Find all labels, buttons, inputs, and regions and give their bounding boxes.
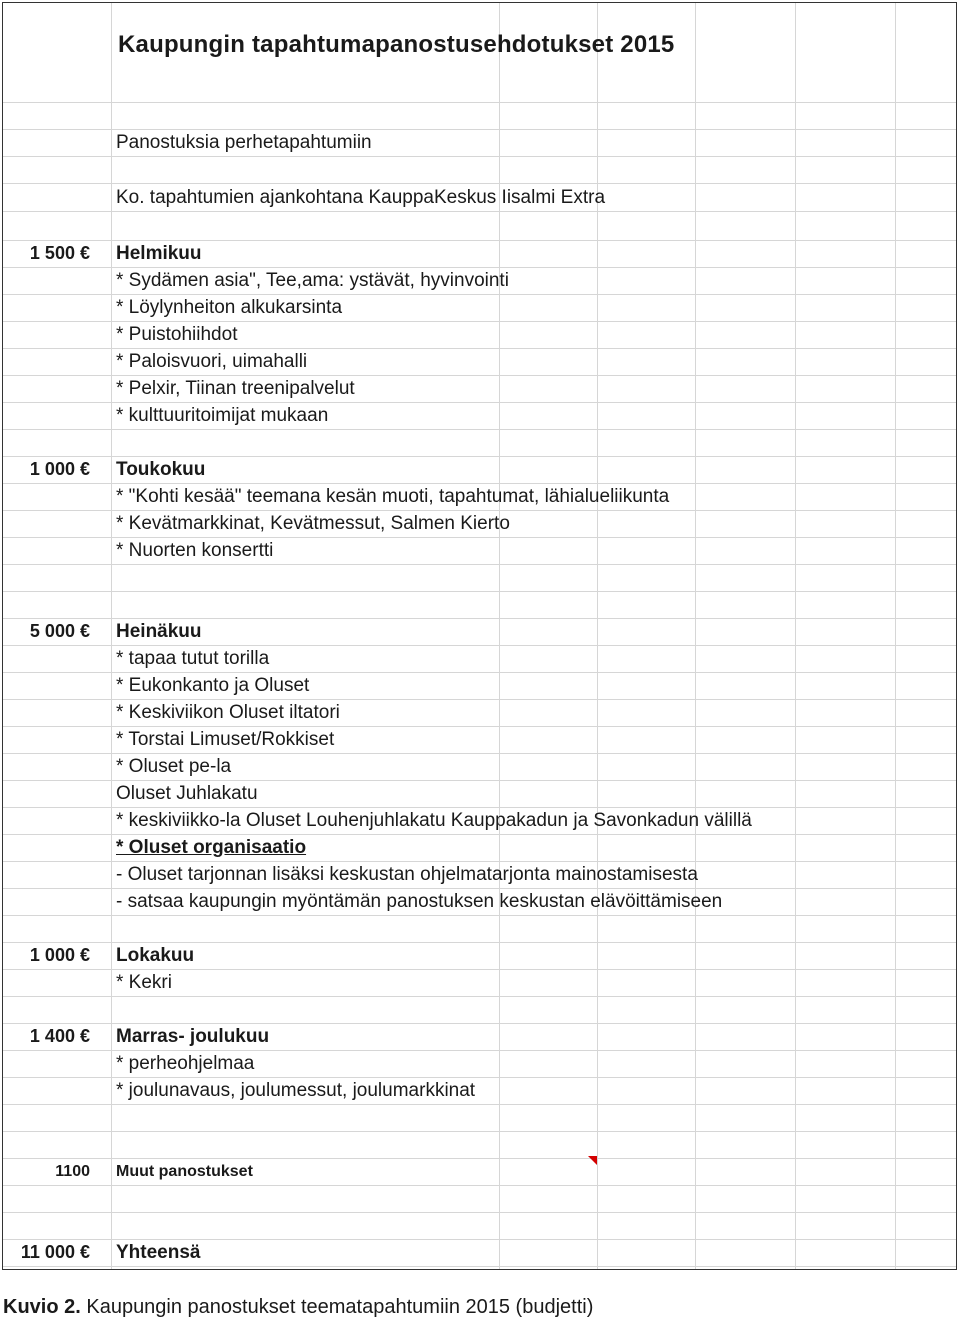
table-row[interactable]: [3, 537, 957, 564]
comment-indicator-icon[interactable]: [588, 1156, 597, 1165]
table-row[interactable]: [3, 1077, 957, 1104]
table-row[interactable]: [3, 807, 957, 834]
table-row[interactable]: [3, 510, 957, 537]
grid-row-line: [3, 1185, 956, 1186]
grid-row-line: [3, 1131, 956, 1132]
description-cell: * Kekri: [116, 972, 172, 993]
table-row[interactable]: [3, 942, 957, 969]
description-cell: * Keskiviikon Oluset iltatori: [116, 702, 340, 723]
description-cell: * Torstai Limuset/Rokkiset: [116, 729, 335, 750]
description-cell: Helmikuu: [116, 243, 202, 264]
table-row[interactable]: [3, 1050, 957, 1077]
amount-value: 1100: [55, 1163, 90, 1180]
figure-label: Kuvio 2.: [3, 1296, 81, 1318]
description-cell: Ko. tapahtumien ajankohtana KauppaKeskus Iisalmi Extra: [116, 187, 606, 208]
amount-value: 1 000: [29, 459, 75, 479]
grid-row-line: [3, 915, 956, 916]
grid-row-line: [3, 429, 956, 430]
amount-cell: [21, 1239, 90, 1266]
table-row[interactable]: [3, 969, 957, 996]
description-cell: * kulttuuritoimijat mukaan: [116, 405, 329, 426]
grid-row-line: [3, 211, 956, 212]
amount-cell: [30, 240, 90, 267]
table-row[interactable]: [3, 699, 957, 726]
description-cell: * tapaa tutut torilla: [116, 648, 270, 669]
amount-value: 11 000: [20, 1242, 75, 1262]
amount-cell: [30, 1023, 90, 1050]
table-row[interactable]: [3, 888, 957, 915]
table-row[interactable]: [3, 456, 957, 483]
table-row[interactable]: [3, 780, 957, 807]
table-row[interactable]: [3, 375, 957, 402]
euro-symbol: €: [79, 243, 90, 263]
grid-row-line: [3, 1266, 956, 1267]
grid-row-line: [3, 591, 956, 592]
euro-symbol: €: [79, 459, 90, 479]
description-cell: - satsaa kaupungin myöntämän panostuksen keskustan elävöittämiseen: [116, 891, 723, 912]
grid-row-line: [3, 1104, 956, 1105]
grid-row-line: [3, 156, 956, 157]
description-cell: Lokakuu: [116, 945, 195, 966]
description-cell: Panostuksia perhetapahtumiin: [116, 132, 372, 153]
table-row[interactable]: [3, 184, 957, 211]
figure-caption-text: Kaupungin panostukset teematapahtumiin 2015 (budjetti): [80, 1296, 594, 1318]
table-row[interactable]: [3, 129, 957, 156]
description-cell: * Oluset pe-la: [116, 756, 232, 777]
table-row[interactable]: [3, 645, 957, 672]
table-row[interactable]: [3, 1023, 957, 1050]
table-row[interactable]: [3, 672, 957, 699]
euro-symbol: €: [79, 945, 90, 965]
amount-cell: [30, 456, 90, 483]
description-cell: Muut panostukset: [116, 1163, 253, 1180]
description-cell: * Paloisvuori, uimahalli: [116, 351, 308, 372]
table-row[interactable]: [3, 267, 957, 294]
description-cell: * "Kohti kesää" teemana kesän muoti, tapahtumat, lähialueliikunta: [116, 486, 670, 507]
table-row[interactable]: [3, 240, 957, 267]
page-title: Kaupungin tapahtumapanostusehdotukset 2015: [118, 31, 675, 58]
euro-symbol: €: [79, 1242, 90, 1262]
description-cell: * keskiviikko-la Oluset Louhenjuhlakatu Kauppakadun ja Savonkadun välillä: [116, 810, 752, 831]
amount-value: 5 000: [29, 621, 75, 641]
amount-cell: [30, 618, 90, 645]
description-cell: Yhteensä: [116, 1242, 201, 1263]
description-cell: Toukokuu: [116, 459, 206, 480]
description-cell: * perheohjelmaa: [116, 1053, 255, 1074]
amount-value: 1 000: [29, 945, 75, 965]
table-row[interactable]: [3, 753, 957, 780]
table-row[interactable]: [3, 861, 957, 888]
euro-symbol: €: [79, 1026, 90, 1046]
description-cell: * Kevätmarkkinat, Kevätmessut, Salmen Kierto: [116, 513, 510, 534]
description-cell: * Pelxir, Tiinan treenipalvelut: [116, 378, 355, 399]
description-cell: * Nuorten konsertti: [116, 540, 274, 561]
grid-row-line: [3, 1212, 956, 1213]
table-row[interactable]: [3, 483, 957, 510]
table-row[interactable]: [3, 1158, 957, 1185]
description-cell: * Löylynheiton alkukarsinta: [116, 297, 343, 318]
spreadsheet-page: [2, 2, 957, 1270]
table-row[interactable]: [3, 402, 957, 429]
table-row[interactable]: [3, 348, 957, 375]
grid-row-line: [3, 996, 956, 997]
description-cell: * Eukonkanto ja Oluset: [116, 675, 310, 696]
figure-caption: [3, 1296, 593, 1319]
description-cell: * Oluset organisaatio: [116, 837, 307, 858]
description-cell: Oluset Juhlakatu: [116, 783, 258, 804]
description-cell: * joulunavaus, joulumessut, joulumarkkinat: [116, 1080, 476, 1101]
description-cell: * Sydämen asia", Tee,ama: ystävät, hyvinvointi: [116, 270, 509, 291]
grid-row-line: [3, 102, 956, 103]
description-cell: * Puistohiihdot: [116, 324, 238, 345]
table-row[interactable]: [3, 726, 957, 753]
amount-value: 1 500: [29, 243, 75, 263]
description-cell: Marras- joulukuu: [116, 1026, 270, 1047]
table-row[interactable]: [3, 1239, 957, 1266]
table-row[interactable]: [3, 321, 957, 348]
amount-cell: [30, 942, 90, 969]
table-row[interactable]: [3, 834, 957, 861]
euro-symbol: €: [79, 621, 90, 641]
grid-row-line: [3, 564, 956, 565]
description-cell: Heinäkuu: [116, 621, 202, 642]
amount-cell: [55, 1158, 90, 1185]
table-row[interactable]: [3, 618, 957, 645]
amount-value: 1 400: [29, 1026, 75, 1046]
description-cell: - Oluset tarjonnan lisäksi keskustan ohjelmatarjonta mainostamisesta: [116, 864, 698, 885]
table-row[interactable]: [3, 294, 957, 321]
